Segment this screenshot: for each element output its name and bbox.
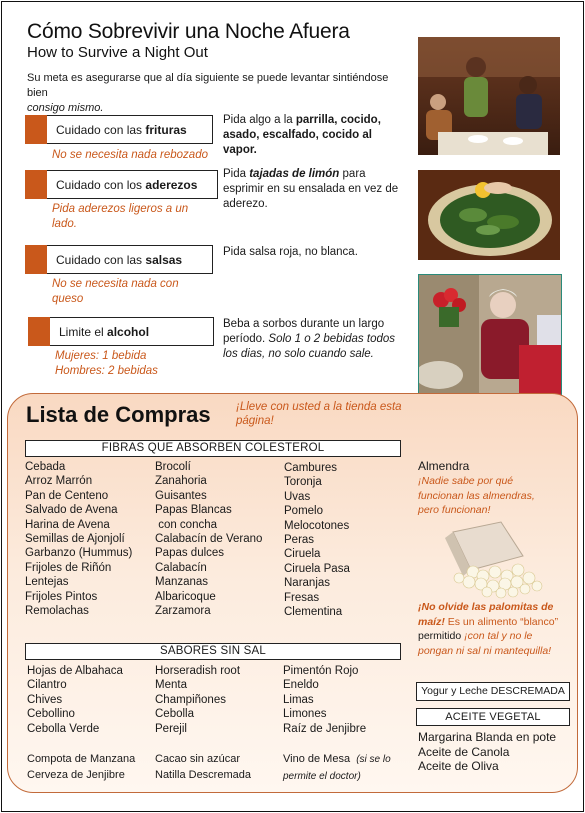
tip-alcohol-advice: Beba a sorbos durante un largo período. Solo 1 o 2 bebidas todos los dias, no solo cuando sale.	[223, 318, 396, 360]
list-item: Fresas	[284, 591, 320, 604]
extra-list-col3	[283, 751, 391, 785]
extra-list-col1	[27, 751, 135, 783]
list-item: Harina de Avena	[25, 518, 110, 531]
list-item: Lentejas	[25, 576, 69, 589]
list-item: Hojas de Albahaca	[27, 665, 123, 677]
list-item: Margarina Blanda en pote	[418, 730, 557, 744]
list-item: Zanahoria	[155, 475, 207, 488]
fiber-list-col1	[25, 460, 132, 618]
list-item: Natilla Descremada	[155, 769, 251, 781]
list-item: Salvado de Avena	[25, 504, 118, 517]
list-item: Uvas	[284, 490, 311, 503]
list-item: con concha	[155, 518, 218, 531]
list-item: Horseradish root	[155, 665, 241, 677]
list-item: Toronja	[284, 476, 322, 489]
list-item: Aceite de Canola	[418, 744, 510, 759]
salt-free-header: SABORES SIN SAL	[25, 643, 401, 660]
almond-note: ¡Nadie sabe por qué funcionan las almendras, pero funcionan!	[418, 475, 535, 516]
list-item: Cebolla Verde	[27, 722, 100, 735]
oil-list	[418, 730, 556, 774]
tip-sauce-note: No se necesita nada con queso	[52, 278, 179, 305]
fiber-header: FIBRAS QUE ABSORBEN COLESTEROL	[25, 440, 401, 457]
list-item: Peras	[284, 534, 315, 547]
list-item: Cebollino	[27, 708, 75, 721]
list-item: Zarzamora	[155, 605, 211, 618]
list-item: Ciruela Pasa	[284, 562, 350, 575]
list-item: Champiñones	[155, 693, 226, 706]
orange-marker	[25, 115, 47, 144]
list-item: Raíz de Jenjibre	[283, 722, 367, 735]
list-item: Chives	[27, 693, 63, 706]
list-item: Limones	[283, 708, 327, 721]
list-item: Cacao sin azúcar	[155, 753, 240, 765]
vegetable-oil-header: ACEITE VEGETAL	[416, 708, 570, 726]
list-item: Aceite de Oliva	[418, 759, 499, 773]
list-item: Melocotones	[284, 519, 350, 532]
orange-marker	[25, 245, 47, 274]
fiber-list-col3	[284, 461, 350, 619]
list-item: Semillas de Ajonjolí	[25, 533, 125, 546]
almond-title: Almendra	[418, 459, 470, 473]
list-item: Compota de Manzana	[27, 753, 136, 765]
list-item: Frijoles Pintos	[25, 590, 98, 603]
tip-fried-note: No se necesita nada rebozado	[52, 149, 208, 161]
salt-list-col2	[155, 664, 240, 736]
tip-alcohol-note: Mujeres: 1 bebida Hombres: 2 bebidas	[55, 350, 158, 377]
extra-list-col2	[155, 751, 251, 783]
tip-alcohol-box: Limite el alcohol	[28, 317, 214, 346]
list-item: Vino de Mesa	[283, 753, 351, 765]
page-title: Cómo Sobrevivir una Noche Afuera	[27, 20, 350, 43]
fiber-list-col2	[155, 460, 262, 618]
shopping-list-title: Lista de Compras	[26, 402, 211, 427]
list-item: Cambures	[284, 462, 338, 474]
orange-marker	[28, 317, 50, 346]
goal-text: Su meta es asegurarse que al día siguiente se puede levantar sintiéndose bien consigo mismo.	[27, 72, 389, 114]
tip-dressing-advice: Pida tajadas de limón para esprimir en su ensalada en vez de aderezo.	[223, 168, 399, 210]
doctor-note: (si se lo	[356, 754, 391, 765]
list-item: Calabacín de Verano	[155, 533, 263, 546]
yogurt-milk-box: Yogur y Leche DESCREMADA	[416, 682, 570, 701]
tip-fried-advice: Pida algo a la parrilla, cocido, asado, escalfado, cocido al vapor.	[223, 114, 381, 156]
list-item: Brocolí	[155, 461, 191, 473]
list-item: Garbanzo (Hummus)	[25, 547, 133, 560]
list-item: Cebolla	[155, 708, 194, 721]
restaurant-photo	[418, 37, 560, 155]
orange-marker	[25, 170, 47, 199]
shopping-list-subtitle: ¡Lleve con usted a la tienda esta página!	[236, 401, 402, 427]
tip-sauce-box: Cuidado con las salsas	[25, 245, 213, 274]
list-item: Guisantes	[155, 489, 207, 502]
page-subtitle: How to Survive a Night Out	[27, 44, 208, 61]
list-item: Naranjas	[284, 577, 331, 590]
list-item: Papas Blancas	[155, 504, 232, 517]
list-item: Cilantro	[27, 679, 67, 692]
list-item: Cebada	[25, 461, 66, 473]
popcorn-photo	[423, 520, 558, 600]
list-item: Pomelo	[284, 505, 323, 518]
salt-list-col3	[283, 664, 366, 736]
list-item: Papas dulces	[155, 547, 225, 560]
list-item: Ciruela	[284, 548, 321, 561]
salad-photo	[418, 170, 560, 260]
popcorn-note: ¡No olvide las palomitas de maíz! Es un alimento “blanco” permitido ¡con tal y no le pongan ni sal ni mantequilla!	[418, 601, 559, 657]
list-item: Frijoles de Riñón	[25, 561, 112, 574]
salt-list-col1	[27, 664, 123, 736]
list-item: Cerveza de Jenjibre	[27, 769, 125, 781]
list-item: Eneldo	[283, 679, 319, 692]
list-item: Arroz Marrón	[25, 475, 93, 488]
list-item: Perejil	[155, 722, 187, 735]
tip-dressing-box: Cuidado con los aderezos	[25, 170, 218, 199]
list-item: Remolachas	[25, 605, 89, 618]
doctor-note-cont: permite el doctor)	[283, 771, 361, 782]
tip-sauce-advice: Pida salsa roja, no blanca.	[223, 246, 358, 258]
list-item: Calabacín	[155, 561, 207, 574]
list-item: Limas	[283, 693, 314, 706]
social-drinks-photo	[418, 274, 562, 404]
list-item: Clementina	[284, 606, 343, 619]
tip-fried-box: Cuidado con las frituras	[25, 115, 213, 144]
list-item: Manzanas	[155, 576, 209, 589]
list-item: Albaricoque	[155, 590, 216, 603]
list-item: Menta	[155, 679, 187, 692]
list-item: Pan de Centeno	[25, 489, 109, 502]
tip-dressing-note: Pida aderezos ligeros a un lado.	[52, 203, 189, 230]
list-item: Pimentón Rojo	[283, 665, 359, 677]
